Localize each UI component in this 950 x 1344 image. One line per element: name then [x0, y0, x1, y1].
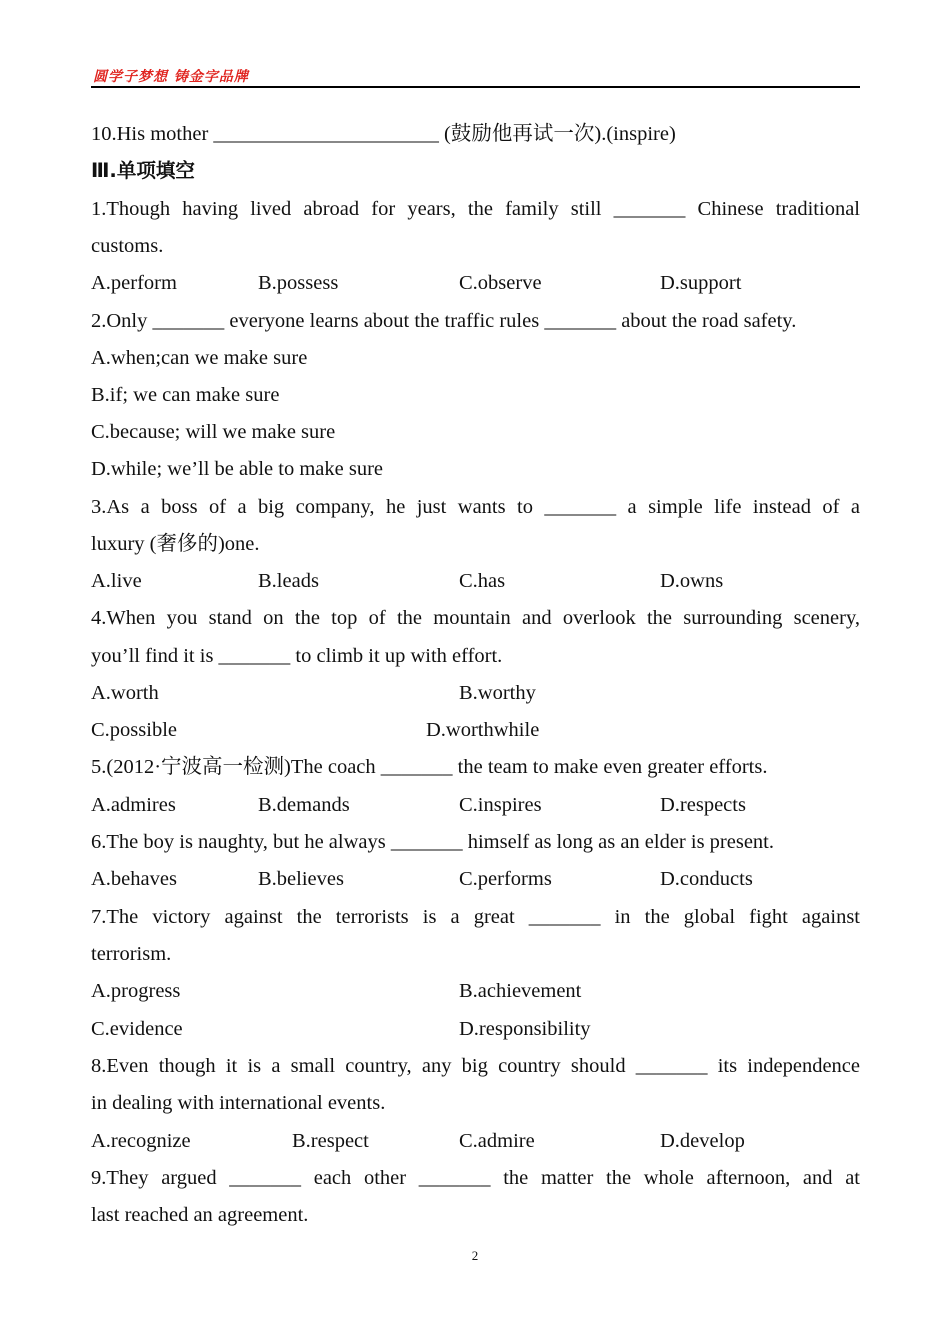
question-4-line-2: you’ll find it is _______ to climb it up with effort. — [91, 645, 503, 667]
q4-option-c: C.possible — [91, 719, 177, 741]
question-7-line-2: terrorism. — [91, 943, 172, 965]
header-slogan: 圆学子梦想 铸金字品牌 — [93, 69, 249, 85]
q7-option-a: A.progress — [91, 980, 181, 1002]
question-5: 5.(2012·宁波高一检测)The coach _______ the team to make even greater efforts. — [91, 756, 768, 778]
page-number: 2 — [471, 1248, 479, 1263]
q7-option-d: D.responsibility — [459, 1018, 591, 1040]
q3-option-b: B.leads — [258, 570, 319, 592]
q2-option-d: D.while; we’ll be able to make sure — [91, 458, 384, 480]
q7-option-b: B.achievement — [459, 980, 582, 1002]
q8-option-b: B.respect — [292, 1130, 369, 1152]
q2-option-a: A.when;can we make sure — [91, 347, 308, 369]
q6-option-b: B.believes — [258, 868, 344, 890]
q1-option-c: C.observe — [459, 272, 542, 294]
q1-option-d: D.support — [660, 272, 742, 294]
q4-option-b: B.worthy — [459, 682, 536, 704]
q6-option-a: A.behaves — [91, 868, 177, 890]
q1-option-b: B.possess — [258, 272, 339, 294]
q3-option-d: D.owns — [660, 570, 724, 592]
question-10: 10.His mother ______________________ (鼓励他再试一次).(inspire) — [91, 123, 676, 145]
question-3-line-1: 3.As a boss of a big company, he just wants to _______ a simple life instead of a — [91, 496, 860, 518]
section-heading: Ⅲ.单项填空 — [91, 159, 195, 182]
q2-option-c: C.because; will we make sure — [91, 421, 336, 443]
question-9-line-1: 9.They argued _______ each other _______ the matter the whole afternoon, and at — [91, 1167, 860, 1189]
q4-option-d: D.worthwhile — [426, 719, 540, 741]
question-1-line-2: customs. — [91, 235, 164, 257]
q5-option-b: B.demands — [258, 794, 350, 816]
question-7-line-1: 7.The victory against the terrorists is a great _______ in the global fight against — [91, 906, 860, 928]
q5-option-d: D.respects — [660, 794, 746, 816]
q7-option-c: C.evidence — [91, 1018, 183, 1040]
q5-option-a: A.admires — [91, 794, 176, 816]
question-4-line-1: 4.When you stand on the top of the mountain and overlook the surrounding scenery, — [91, 607, 860, 629]
q5-option-c: C.inspires — [459, 794, 542, 816]
question-8-line-1: 8.Even though it is a small country, any big country should _______ its independence — [91, 1055, 860, 1077]
q3-option-a: A.live — [91, 570, 142, 592]
q1-option-a: A.perform — [91, 272, 177, 294]
q8-option-c: C.admire — [459, 1130, 535, 1152]
q6-option-d: D.conducts — [660, 868, 753, 890]
q6-option-c: C.performs — [459, 868, 552, 890]
q3-option-c: C.has — [459, 570, 506, 592]
question-9-line-2: last reached an agreement. — [91, 1204, 309, 1226]
q8-option-a: A.recognize — [91, 1130, 191, 1152]
question-8-line-2: in dealing with international events. — [91, 1092, 386, 1114]
q2-option-b: B.if; we can make sure — [91, 384, 280, 406]
header-divider — [91, 86, 860, 88]
question-1-line-1: 1.Though having lived abroad for years, the family still _______ Chinese traditional — [91, 198, 860, 220]
question-2: 2.Only _______ everyone learns about the traffic rules _______ about the road safety. — [91, 310, 797, 332]
q4-option-a: A.worth — [91, 682, 159, 704]
q8-option-d: D.develop — [660, 1130, 745, 1152]
question-6: 6.The boy is naughty, but he always _______ himself as long as an elder is present. — [91, 831, 775, 853]
question-3-line-2: luxury (奢侈的)one. — [91, 533, 260, 555]
